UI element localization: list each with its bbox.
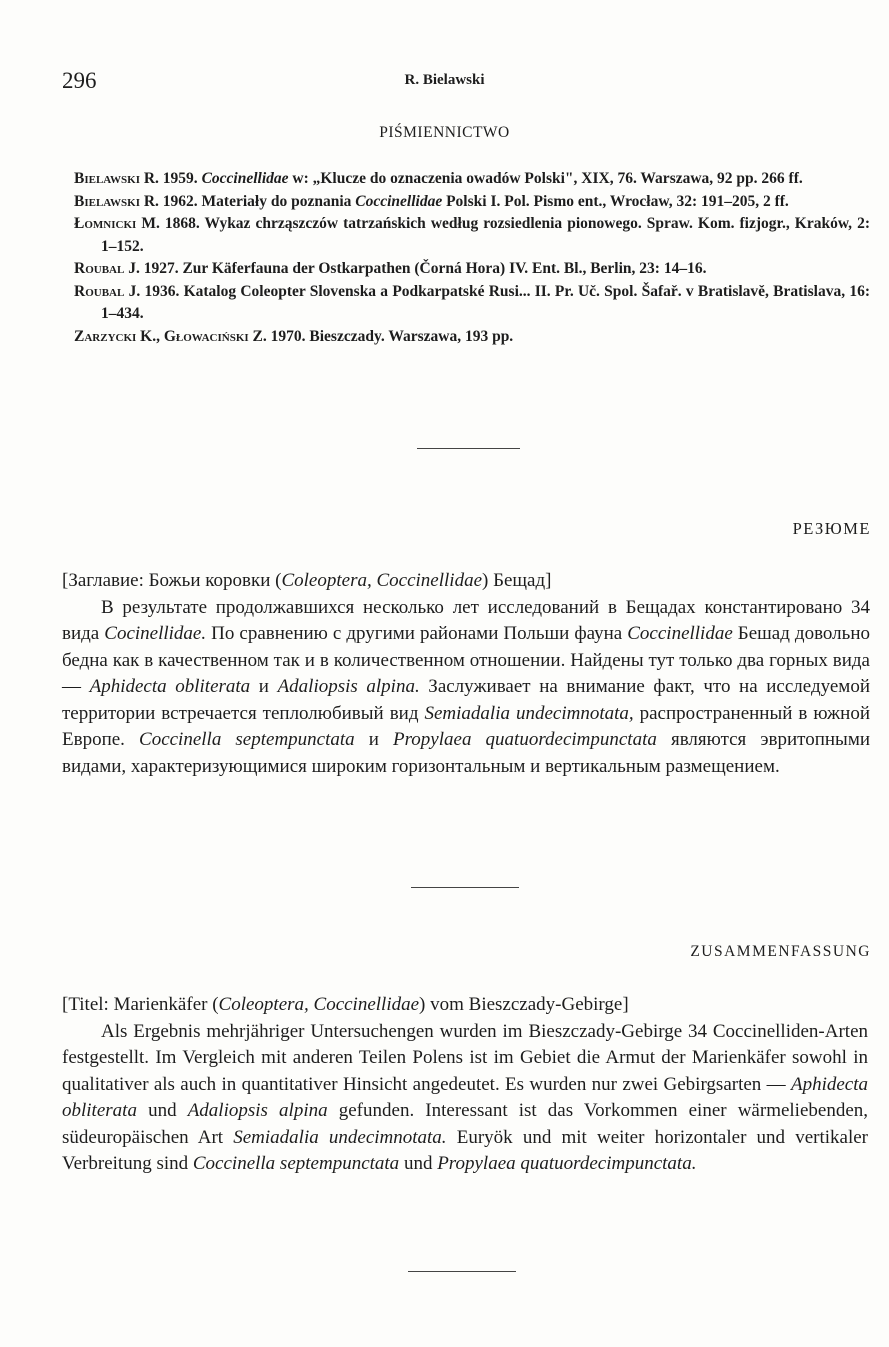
- reference-text: Z. 1970. Bieszczady. Warszawa, 193 pp.: [248, 327, 514, 345]
- resume-title-text: [Заглавие: Божьи коровки (: [62, 570, 282, 591]
- reference-text: R. 1962. Materiały do poznania: [139, 192, 356, 210]
- resume-text: и: [250, 676, 278, 697]
- reference-author: Bielawski: [74, 192, 140, 210]
- taxon-name: Coccinella septempunctata: [139, 729, 355, 750]
- section-divider: [408, 1271, 516, 1272]
- reference-author: Roubal: [74, 260, 125, 277]
- reference-item: [74, 168, 870, 191]
- reference-author: Głowaciński: [163, 327, 249, 345]
- reference-italic: Coccinellidae: [355, 192, 443, 210]
- taxon-name: Semiadalia undecimnotata.: [233, 1126, 447, 1148]
- resume-body: [62, 595, 870, 781]
- taxon-name: Aphidecta obliterata: [62, 1073, 868, 1121]
- reference-text: Polski I. Pol. Pismo ent., Wrocław, 32: 191–205, 2 ff.: [442, 192, 789, 210]
- taxon-name: Semiadalia undecimnotata,: [424, 702, 634, 724]
- summary-title-text: [Titel: Marienkäfer (: [62, 994, 219, 1015]
- reference-author: Łomnicki: [74, 215, 137, 232]
- taxon-name: Adaliopsis alpina.: [277, 676, 420, 697]
- taxon-name: Coccinellidae: [627, 623, 733, 644]
- summary-text: Als Ergebnis mehrjähriger Untersuchengen wurden im Bieszczady-Gebirge 34 Coccinelliden-Arten festgestellt. Im Vergleich mit anderen Teilen Polens ist im Gebiet die Armut der Marienkäfer sowohl in qualitativer als auch in quantitativer Hinsicht angedeutet. Es wurden nur zwei Gebirgsarten —: [62, 1020, 868, 1095]
- resume-text: Бешад довольно бедна как в качественном так и в количественном отношении. Найдены тут только два горных вида —: [62, 623, 870, 697]
- summary-title: [62, 992, 868, 1019]
- reference-italic: Coccinellidae: [201, 170, 289, 187]
- resume-title-text: ) Бещад]: [482, 570, 552, 591]
- resume-text: В результате продолжавшихся несколько лет исследований в Бещадах константировано 34 вида: [62, 596, 870, 644]
- reference-item: [74, 258, 870, 281]
- taxon-name: Propylaea quatuordecimpunctata: [393, 729, 657, 750]
- reference-text: K.,: [136, 327, 164, 345]
- section-divider: [411, 887, 519, 888]
- summary-title-italic: Coleoptera, Coccinellidae: [218, 994, 420, 1015]
- reference-item: [74, 191, 870, 214]
- resume-russian: [62, 568, 870, 780]
- resume-text: распространенный в южной Европе.: [62, 702, 871, 750]
- references-heading: PIŚMIENNICTWO: [379, 124, 510, 141]
- reference-author: Roubal: [74, 282, 125, 300]
- reference-text: J. 1927. Zur Käferfauna der Ostkarpathen (Čorná Hora) IV. Ent. Bl., Berlin, 23: 14–16.: [124, 260, 707, 277]
- reference-text: w: „Klucze do oznaczenia owadów Polski", XIX, 76. Warszawa, 92 pp. 266 ff.: [288, 170, 803, 187]
- resume-title: [62, 568, 870, 595]
- reference-list: [74, 168, 870, 348]
- resume-heading: РЕЗЮМЕ: [792, 519, 871, 538]
- page-number: 296: [62, 68, 97, 93]
- summary-german: [62, 992, 868, 1178]
- taxon-name: Cocinellidae.: [104, 623, 207, 644]
- section-divider: [417, 448, 520, 449]
- summary-text: und: [136, 1100, 188, 1121]
- reference-item: [74, 213, 870, 258]
- summary-text: Euryök und mit weiter horizontaler und vertikaler Verbreitung sind: [62, 1126, 868, 1174]
- reference-text: J. 1936. Katalog Coleopter Slovenska a Podkarpatské Rusi... II. Pr. Uč. Spol. Šafař. v Bratislavě, Bratislava, 16: 1–434.: [101, 282, 870, 322]
- reference-author: Bielawski: [74, 170, 140, 187]
- taxon-name: Propylaea quatuordecimpunctata.: [437, 1153, 697, 1174]
- resume-title-italic: Coleoptera, Coccinellidae: [281, 570, 482, 591]
- summary-text: und: [399, 1153, 438, 1174]
- taxon-name: Aphidecta obliterata: [89, 676, 251, 697]
- summary-heading: ZUSAMMENFASSUNG: [690, 943, 871, 960]
- reference-item: [74, 326, 870, 349]
- reference-text: R. 1959.: [139, 170, 202, 187]
- summary-body: [62, 1019, 868, 1178]
- taxon-name: Coccinella septempunctata: [192, 1153, 400, 1174]
- reference-item: [74, 281, 870, 326]
- reference-text: M. 1868. Wykaz chrząszczów tatrzańskich według rozsiedlenia pionowego. Spraw. Kom. fizjogr., Kraków, 2: 1–152.: [101, 215, 870, 255]
- reference-author: Zarzycki: [74, 327, 137, 345]
- taxon-name: Adaliopsis alpina: [187, 1100, 328, 1121]
- summary-title-text: ) vom Bieszczady-Gebirge]: [419, 994, 629, 1015]
- running-head: R. Bielawski: [404, 72, 485, 88]
- resume-text: По сравнению с другими районами Польши фауна: [206, 623, 628, 644]
- summary-text: gefunden. Interessant ist das Vorkommen einer wärmeliebenden, südeuropäischen Art: [62, 1100, 869, 1148]
- resume-text: являются эвритопными видами, характеризующимися широким горизонтальным и вертикальным размещением.: [62, 729, 871, 777]
- resume-text: и: [354, 729, 394, 750]
- resume-text: Заслуживает на внимание факт, что на исследуемой территории встречается теплолюбивый вид: [62, 676, 870, 724]
